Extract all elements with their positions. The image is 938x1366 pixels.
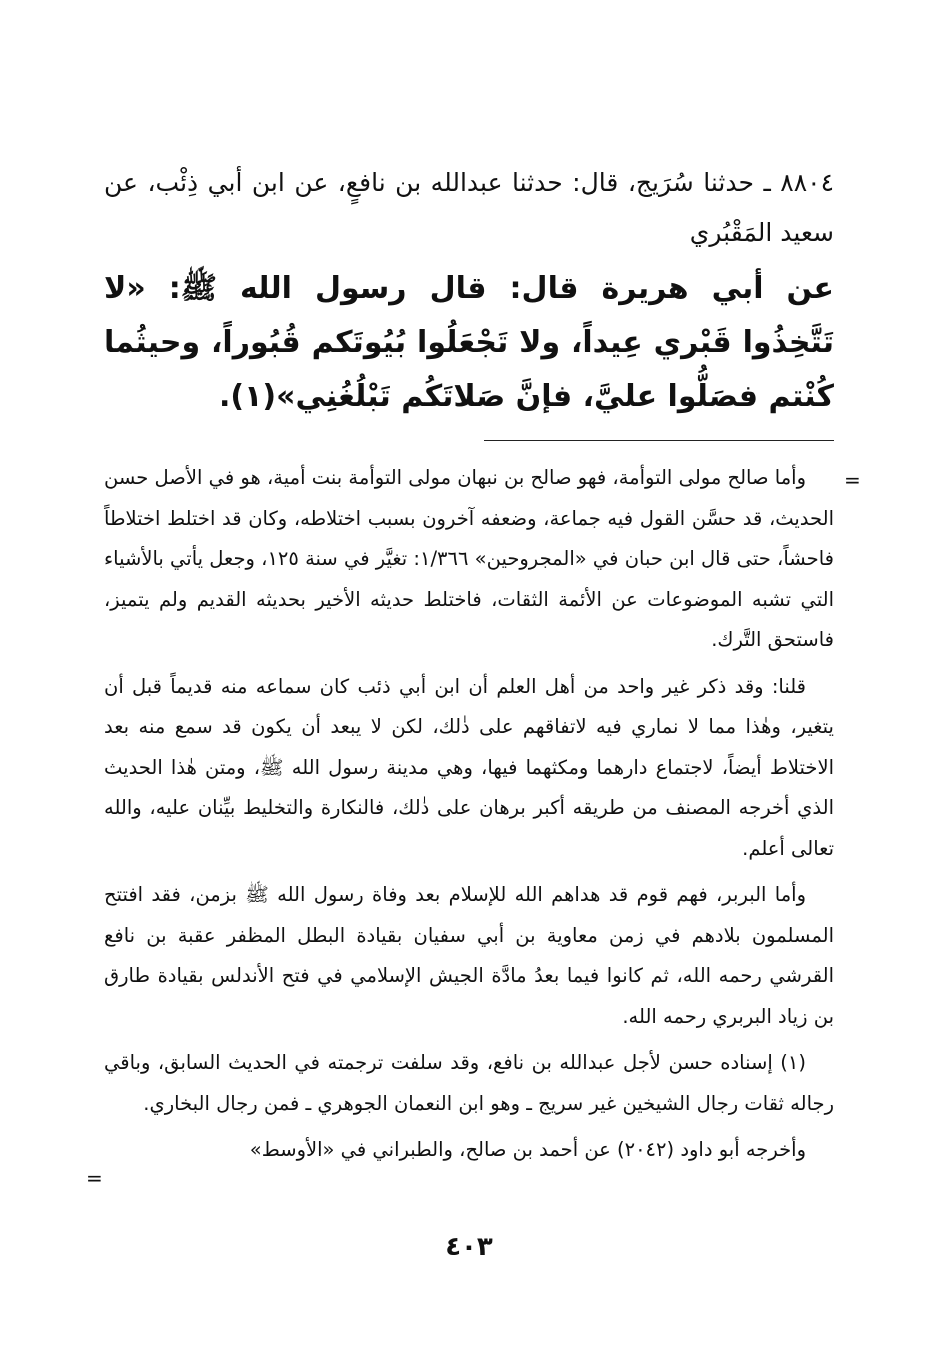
footnote-paragraph: (١) إسناده حسن لأجل عبدالله بن نافع، وقد سلفت ترجمته في الحديث السابق، وباقي رجاله ثقات رجال الشيخين غير سريج ـ وهو ابن النعمان الجوهري ـ فمن رجال البخاري. xyxy=(104,1051,834,1115)
footnote-paragraph: وأما صالح مولى التوأمة، فهو صالح بن نبهان مولى التوأمة بنت أمية، هو في الأصل حسن الحديث، قد حسَّن القول فيه جماعة، وضعفه آخرون بسبب اختلاطه، وكان قد اختلط اختلاطاً فاحشاً، حتى قال ابن حبان في «المجروحين» ١/٣٦٦: تغيَّر في سنة ١٢٥، وجعل يأتي بالأشياء التي تشبه الموضوعات عن الأئمة الثقات، فاختلط حديثه الأخير بحديثه القديم ولم يتميز، فاستحق التَّرك. xyxy=(104,466,834,651)
footnote-paragraph: وأما البربر، فهم قوم قد هداهم الله للإسلام بعد وفاة رسول الله ﷺ بزمن، فقد افتتح المسلمون بلادهم في زمن معاوية بن أبي سفيان بقيادة البطل المظفر عقبة بن نافع القرشي رحمه الله، ثم كانوا فيما بعدُ مادَّة الجيش الإسلامي في فتح الأندلس بقيادة طارق بن زياد البربري رحمه الله. xyxy=(104,883,834,1028)
hadith-isnad xyxy=(104,158,834,258)
page-number: ٤٠٣ xyxy=(445,1232,493,1262)
footnote-paragraph: وأخرجه أبو داود (٢٠٤٢) عن أحمد بن صالح، والطبراني في «الأوسط» xyxy=(249,1138,806,1161)
hadith-matn xyxy=(104,262,834,424)
footnote-paragraph: قلنا: وقد ذكر غير واحد من أهل العلم أن ابن أبي ذئب كان سماعه منه قديماً قبل أن يتغير، وهٰذا مما لا نماري فيه لاتفاقهم على ذٰلك، لكن لا يبعد أن يكون قد سمع منه بعد الاختلاط أيضاً، لاجتماع دارهما ومكثهما فيها، وهي مدينة رسول الله ﷺ، ومتن هٰذا الحديث الذي أخرجه المصنف من طريقه أكبر برهان على ذٰلك، فالنكارة والتخليط بيِّنان عليه، والله تعالى أعلم. xyxy=(104,674,834,860)
footnote-separator xyxy=(484,440,834,441)
hadith-matn-text: عن أبي هريرة قال: قال رسول الله ﷺ: «لا تَتَّخِذُوا قَبْري عِيداً، ولا تَجْعَلُوا بُيُوتَكم قُبُوراً، وحيثُما كُنْتم فصَلُّوا عليَّ، فإنَّ صَلاتَكُم تَبْلُغُنِي»(١). xyxy=(104,271,834,414)
continuation-mark-top: = xyxy=(844,468,861,492)
hadith-isnad-text: ٨٨٠٤ ـ حدثنا سُرَيج، قال: حدثنا عبدالله بن نافعٍ، عن ابن أبي ذِئْب، عن سعيد المَقْبُري xyxy=(104,168,834,247)
footnotes xyxy=(104,458,834,1177)
continuation-mark-bottom: = xyxy=(86,1166,103,1190)
